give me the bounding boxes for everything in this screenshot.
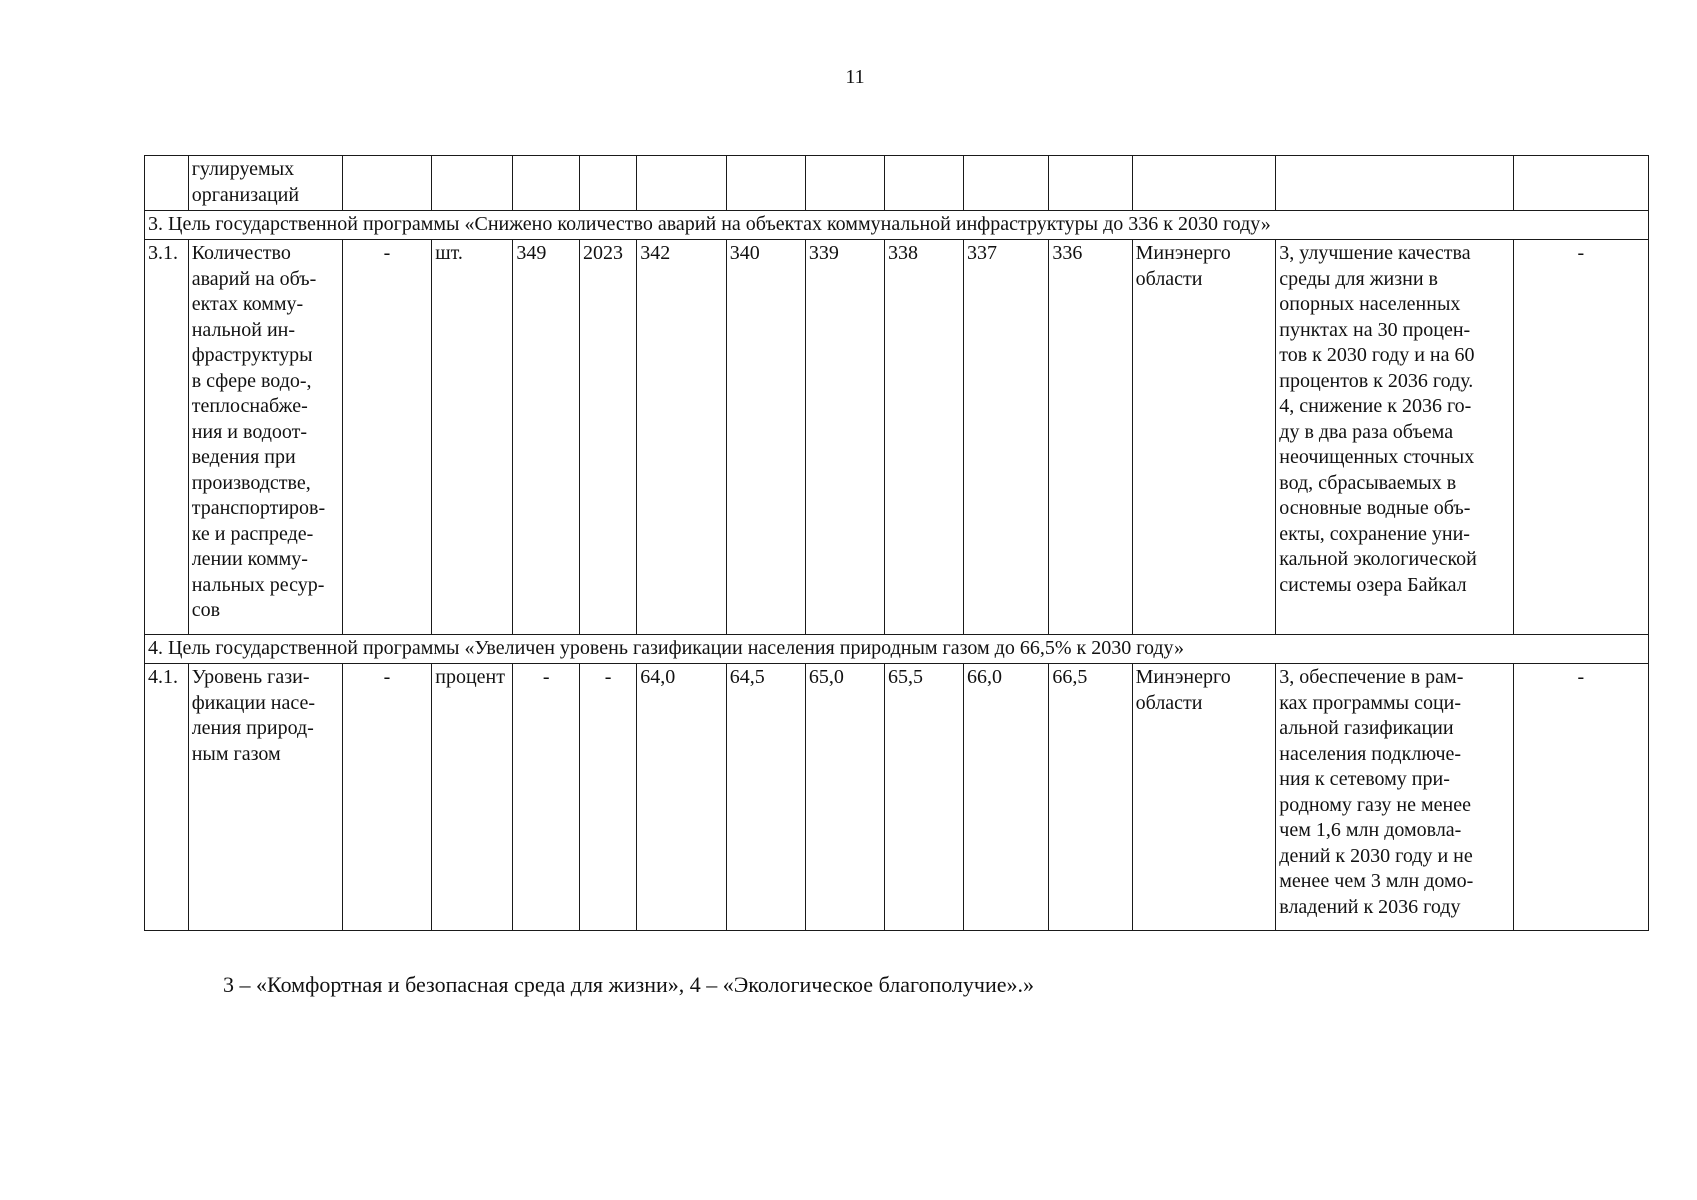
empty-cell [513, 156, 580, 211]
continuation-row [145, 156, 1649, 211]
value-cell: 64,0 [637, 664, 727, 931]
goal-row [145, 635, 1649, 664]
num-cell: 3.1. [145, 240, 189, 635]
value-cell: 65,5 [884, 664, 963, 931]
last-cell: - [1513, 664, 1648, 931]
table-row [145, 240, 1649, 635]
empty-cell [432, 156, 513, 211]
indicator-table [144, 155, 1649, 931]
table-row [145, 664, 1649, 931]
empty-cell [726, 156, 805, 211]
empty-cell [805, 156, 884, 211]
responsible-cell: Минэнерго области [1132, 664, 1276, 931]
indicator-cell: Количество аварий на объ- ектах комму- нальной ин- фраструктуры в сфере водо-, теплоснабже- ния и водоот- ведения при производстве, транспортиров- ке и распреде- лении комму- нальных ресур- сов [188, 240, 342, 635]
empty-cell [1049, 156, 1132, 211]
base-value-cell: 349 [513, 240, 580, 635]
goal-3-cell: 3. Цель государственной программы «Снижено количество аварий на объектах коммунальной инфраструктуры до 336 к 2030 году» [145, 211, 1649, 240]
level-cell: - [342, 240, 432, 635]
page-number: 11 [845, 66, 865, 88]
last-cell: - [1513, 240, 1648, 635]
link-cell: 3, улучшение качества среды для жизни в опорных населенных пунктах на 30 процен- тов к 2030 году и на 60 процентов к 2036 году. 4, снижение к 2036 го- ду в два раза объема неочищенных сточных вод, сбрасываемых в основные водные объ- екты, сохранение уни- кальной экологической системы озера Байкал [1276, 240, 1513, 635]
goal-row [145, 211, 1649, 240]
empty-cell [580, 156, 637, 211]
goal-4-cell: 4. Цель государственной программы «Увеличен уровень газификации населения природным газом до 66,5% к 2030 году» [145, 635, 1649, 664]
empty-cell [1513, 156, 1648, 211]
empty-cell [1276, 156, 1513, 211]
num-cell [145, 156, 189, 211]
empty-cell [884, 156, 963, 211]
value-cell: 340 [726, 240, 805, 635]
value-cell: 66,5 [1049, 664, 1132, 931]
value-cell: 64,5 [726, 664, 805, 931]
level-cell: - [342, 664, 432, 931]
unit-cell: шт. [432, 240, 513, 635]
empty-cell [964, 156, 1049, 211]
link-cell: 3, обеспечение в рам- ках программы соци- альной газификации населения подключе- ния к сетевому при- родному газу не менее чем 1,6 млн домовла- дений к 2030 году и не менее чем 3 млн домо- владений к 2036 году [1276, 664, 1513, 931]
value-cell: 65,0 [805, 664, 884, 931]
footnote: 3 – «Комфортная и безопасная среда для жизни», 4 – «Экологическое благополучие».» [223, 972, 1035, 997]
value-cell: 337 [964, 240, 1049, 635]
unit-cell: процент [432, 664, 513, 931]
base-year-cell: 2023 [580, 240, 637, 635]
empty-cell [342, 156, 432, 211]
responsible-cell: Минэнерго области [1132, 240, 1276, 635]
empty-cell [637, 156, 727, 211]
value-cell: 339 [805, 240, 884, 635]
empty-cell [1132, 156, 1276, 211]
value-cell: 336 [1049, 240, 1132, 635]
indicator-cell: гулируемых организаций [188, 156, 342, 211]
num-cell: 4.1. [145, 664, 189, 931]
base-value-cell: - [513, 664, 580, 931]
value-cell: 66,0 [964, 664, 1049, 931]
indicator-cell: Уровень гази- фикации насе- ления природ- ным газом [188, 664, 342, 931]
value-cell: 342 [637, 240, 727, 635]
base-year-cell: - [580, 664, 637, 931]
value-cell: 338 [884, 240, 963, 635]
